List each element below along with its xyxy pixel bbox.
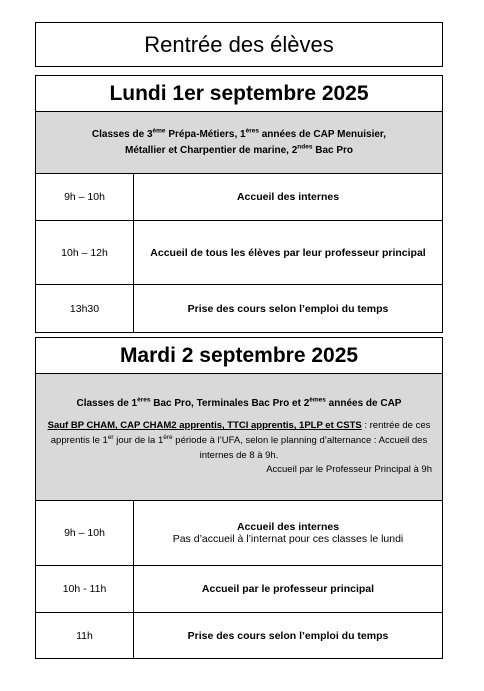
table-row [36,285,443,333]
classes-mardi: Classes de 1ères Bac Pro, Terminales Bac Pro et 2èmes années de CAP Sauf BP CHAM, CAP CHAM2 apprentis, TTCI apprentis, 1PLP et CSTS : rentrée de ces apprentis le 1er jour de la 1ère période à l’UFA, selon le planning d’alternance : Accueil des internes de 8 à 9h. Accueil par le Professeur Principal à 9h [36,374,443,501]
activity-cell: Prise des cours selon l’emploi du temps [134,285,443,333]
activity-cell: Prise des cours selon l’emploi du temps [134,613,443,659]
activity-cell: Accueil des internes [134,174,443,221]
time-cell: 10h - 11h [36,566,134,613]
activity-subnote: Pas d’accueil à l’internat pour ces classes le lundi [172,533,404,545]
time-cell: 11h [36,613,134,659]
table-row [36,221,443,285]
table-row [36,501,443,566]
table-row [36,174,443,221]
activity-cell: Accueil de tous les élèves par leur professeur principal [134,221,443,285]
table-row [36,613,443,659]
classes-lundi: Classes de 3ème Prépa-Métiers, 1ères années de CAP Menuisier, Métallier et Charpentier de marine, $2^{ndes}$ Bac Pro [36,112,443,174]
time-cell: 9h – 10h [36,501,134,566]
exception-note: Sauf BP CHAM, CAP CHAM2 apprentis, TTCI apprentis, 1PLP et CSTS : rentrée de ces apprentis le 1er jour de la 1ère période à l’UFA, selon le planning d’alternance : Accueil des internes de 8 à 9h. Accueil par le Professeur Principal à 9h [47,420,432,476]
day-title-lundi: Lundi 1er septembre 2025 [36,76,443,112]
activity-cell: Accueil des internes Pas d’accueil à l’internat pour ces classes le lundi [134,501,443,566]
time-cell: 10h – 12h [36,221,134,285]
day-title-mardi: Mardi 2 septembre 2025 [36,338,443,374]
activity-cell: Accueil par le professeur principal [134,566,443,613]
time-cell: 9h – 10h [36,174,134,221]
schedule-mardi [35,337,443,659]
time-cell: 13h30 [36,285,134,333]
table-row [36,566,443,613]
page-title-box [35,22,443,67]
page-title: Rentrée des élèves [144,31,334,57]
schedule-lundi [35,75,443,333]
